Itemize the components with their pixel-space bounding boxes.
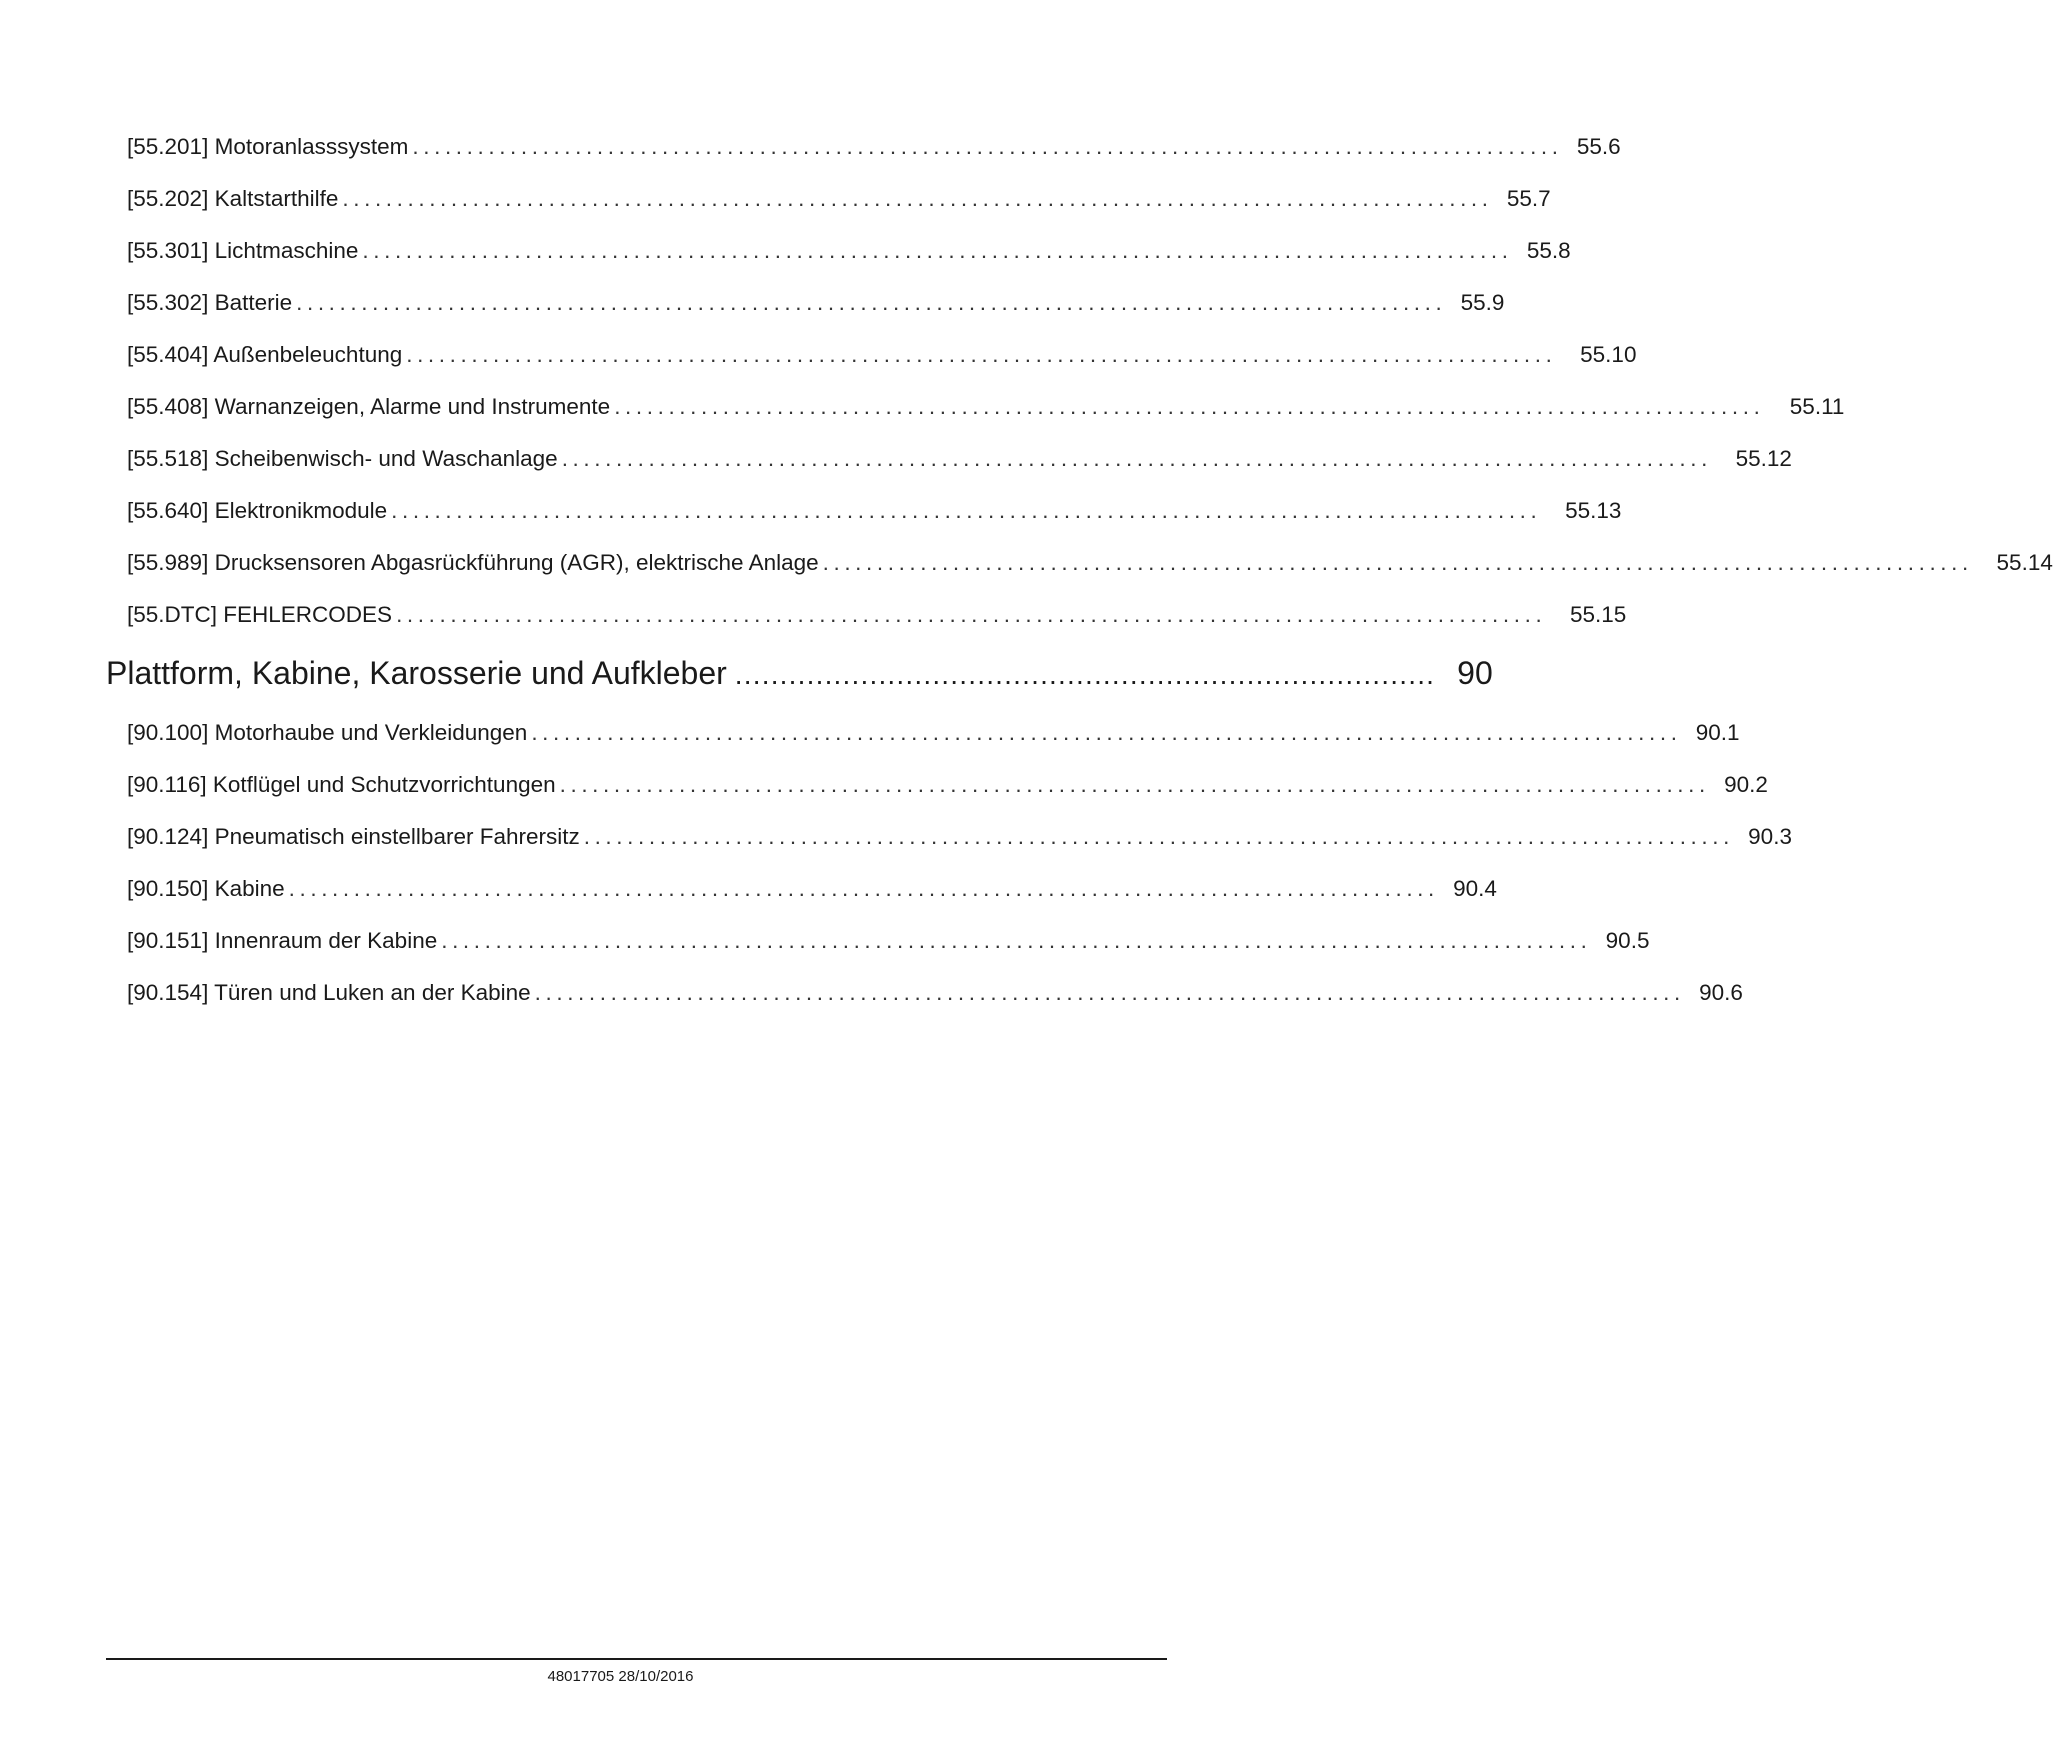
toc-entry-page: 90.6 — [1699, 980, 1743, 1005]
toc-entry-55-302[interactable] — [127, 290, 1505, 324]
toc-entry-page: 55.13 — [1565, 498, 1622, 523]
toc-entry-55-301[interactable] — [127, 238, 1571, 272]
section-title: Plattform, Kabine, Karosserie und Aufkleber — [106, 655, 727, 691]
toc-entry-page: 55.15 — [1569, 602, 1627, 627]
toc-section-90[interactable] — [106, 655, 1493, 699]
toc-entry-page: 90.3 — [1748, 824, 1792, 849]
toc-entry-55-408[interactable] — [127, 394, 1845, 428]
toc-entry-90-151[interactable] — [127, 928, 1650, 962]
toc-entry-label: [55.640] Elektronikmodule — [127, 498, 388, 523]
dot-leader: .......................................................................................................... — [396, 602, 1547, 627]
dot-leader: .......................................................................................................... — [412, 134, 1563, 159]
toc-entry-page: 90.5 — [1605, 928, 1650, 953]
toc-entry-label: [55.408] Warnanzeigen, Alarme und Instrumente — [127, 394, 611, 419]
toc-entry-label: [55.202] Kaltstarthilfe — [127, 186, 339, 211]
dot-leader: .......................................................................................................... — [441, 928, 1592, 953]
toc-entry-55-640[interactable] — [127, 498, 1622, 532]
dot-leader: .......................................................................................................... — [614, 394, 1765, 419]
dot-leader: .......................................................................................................... — [559, 772, 1710, 797]
toc-entry-label: [55.302] Batterie — [127, 290, 293, 315]
toc-entry-label: [55.301] Lichtmaschine — [127, 238, 359, 263]
toc-entry-label: [90.151] Innenraum der Kabine — [127, 928, 438, 953]
toc-entry-55-dtc[interactable] — [127, 602, 1627, 636]
dot-leader: .............................................................................. — [734, 659, 1436, 690]
footer-doc-id: 48017705 28/10/2016 — [547, 1668, 694, 1685]
toc-entry-page: 90.2 — [1724, 772, 1768, 797]
toc-entry-label: [90.150] Kabine — [127, 876, 285, 901]
toc-entry-label: [55.DTC] FEHLERCODES — [127, 602, 393, 627]
toc-entry-label: [90.116] Kotflügel und Schutzvorrichtungen — [127, 772, 556, 797]
toc-entry-page: 90.1 — [1695, 720, 1740, 745]
dot-leader: .......................................................................................................... — [342, 186, 1493, 211]
dot-leader: .......................................................................................................... — [362, 238, 1513, 263]
toc-entry-page: 55.6 — [1576, 134, 1621, 159]
toc-entry-page: 55.11 — [1789, 394, 1845, 419]
toc-entry-90-116[interactable] — [127, 772, 1768, 806]
toc-entry-page: 55.14 — [1996, 550, 2053, 575]
section-page: 90 — [1457, 655, 1493, 691]
toc-entry-90-154[interactable] — [127, 980, 1743, 1014]
footer-divider — [106, 1658, 1167, 1660]
toc-entry-label: [55.201] Motoranlasssystem — [127, 134, 409, 159]
toc-entry-55-202[interactable] — [127, 186, 1551, 220]
toc-entry-90-124[interactable] — [127, 824, 1792, 858]
toc-entry-page: 55.7 — [1506, 186, 1551, 211]
dot-leader: .......................................................................................................... — [296, 290, 1447, 315]
dot-leader: .......................................................................................................... — [822, 550, 1973, 575]
toc-entry-page: 90.4 — [1453, 876, 1497, 901]
toc-entry-label: [90.124] Pneumatisch einstellbarer Fahrersitz — [127, 824, 580, 849]
dot-leader: .......................................................................................................... — [534, 980, 1685, 1005]
toc-entry-page: 55.10 — [1580, 342, 1637, 367]
dot-leader: .......................................................................................................... — [288, 876, 1439, 901]
toc-entry-label: [55.404] Außenbeleuchtung — [127, 342, 403, 367]
dot-leader: .......................................................................................................... — [406, 342, 1557, 367]
dot-leader: .......................................................................................................... — [561, 446, 1712, 471]
toc-entry-label: [90.154] Türen und Luken an der Kabine — [127, 980, 531, 1005]
toc-entry-page: 55.8 — [1526, 238, 1571, 263]
toc-entry-55-201[interactable] — [127, 134, 1621, 168]
toc-entry-page: 55.12 — [1735, 446, 1792, 471]
dot-leader: .......................................................................................................... — [391, 498, 1542, 523]
toc-entry-label: [55.989] Drucksensoren Abgasrückführung (AGR), elektrische Anlage — [127, 550, 819, 575]
toc-entry-55-404[interactable] — [127, 342, 1637, 376]
toc-entry-label: [55.518] Scheibenwisch- und Waschanlage — [127, 446, 558, 471]
toc-entry-90-100[interactable] — [127, 720, 1740, 754]
toc-entry-55-518[interactable] — [127, 446, 1792, 480]
toc-entry-55-989[interactable] — [127, 550, 2053, 584]
toc-entry-page: 55.9 — [1460, 290, 1505, 315]
toc-entry-label: [90.100] Motorhaube und Verkleidungen — [127, 720, 528, 745]
dot-leader: .......................................................................................................... — [531, 720, 1682, 745]
dot-leader: .......................................................................................................... — [583, 824, 1734, 849]
toc-entry-90-150[interactable] — [127, 876, 1497, 910]
